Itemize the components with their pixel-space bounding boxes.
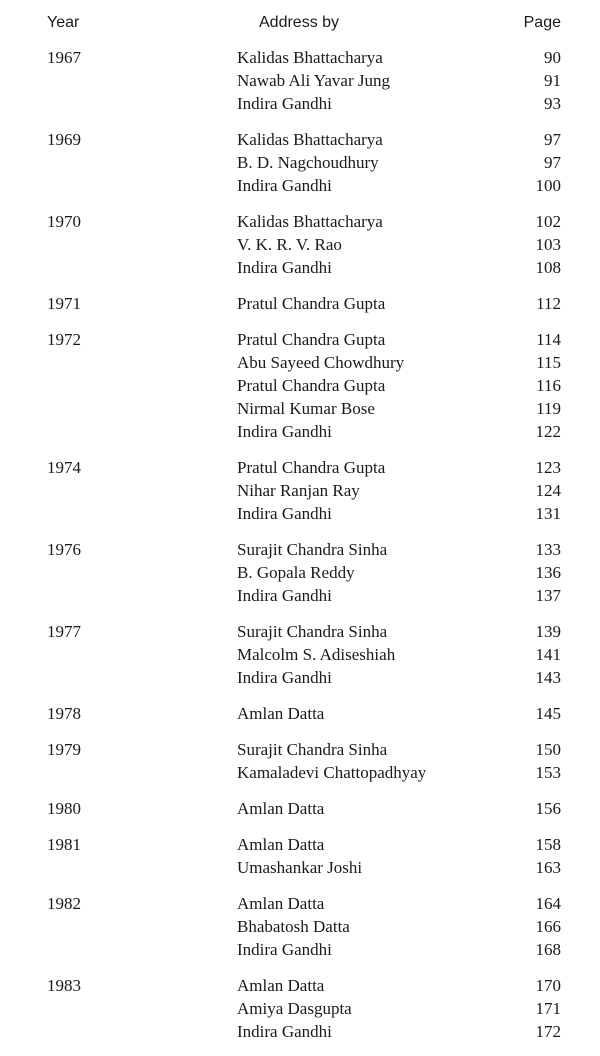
table-row: [0, 761, 600, 784]
table-row: [0, 479, 600, 502]
page-number: 103: [535, 235, 561, 254]
table-row: [0, 833, 600, 856]
page-number: 123: [535, 458, 561, 477]
speaker-name: Surajit Chandra Sinha: [237, 622, 388, 641]
table-row: [0, 974, 600, 997]
year-group: [0, 128, 600, 197]
table-row: [0, 233, 600, 256]
speaker-name: Umashankar Joshi: [237, 858, 363, 877]
year-group: [0, 797, 600, 820]
page-number: 102: [535, 212, 561, 231]
page-number: 93: [544, 94, 561, 113]
speaker-name: Kalidas Bhattacharya: [237, 130, 383, 149]
page-number: 172: [535, 1022, 561, 1041]
header-year: Year: [47, 14, 80, 31]
table-row: [0, 997, 600, 1020]
year-group: [0, 833, 600, 879]
year-group: [0, 292, 600, 315]
speaker-name: B. Gopala Reddy: [237, 563, 355, 582]
table-row: [0, 374, 600, 397]
page-number: 115: [536, 353, 561, 372]
table-row: [0, 702, 600, 725]
page-number: 166: [535, 917, 561, 936]
year-group: [0, 974, 600, 1043]
table-row: [0, 292, 600, 315]
speaker-name: Nirmal Kumar Bose: [237, 399, 375, 418]
table-row: [0, 456, 600, 479]
header-address: Address by: [259, 14, 340, 31]
table-row: [0, 561, 600, 584]
table-row: [0, 210, 600, 233]
page-number: 163: [535, 858, 561, 877]
speaker-name: Pratul Chandra Gupta: [237, 294, 386, 313]
speaker-name: Abu Sayeed Chowdhury: [237, 353, 405, 372]
year-group: [0, 210, 600, 279]
year-cell: 1972: [47, 330, 81, 349]
year-cell: 1967: [47, 48, 81, 67]
speaker-name: Indira Gandhi: [237, 94, 332, 113]
page-number: 141: [535, 645, 561, 664]
speaker-name: Indira Gandhi: [237, 586, 332, 605]
page-number: 164: [535, 894, 561, 913]
year-group: [0, 738, 600, 784]
page-number: 170: [535, 976, 561, 995]
year-group: [0, 538, 600, 607]
speaker-name: Amlan Datta: [237, 976, 325, 995]
speaker-name: B. D. Nagchoudhury: [237, 153, 379, 172]
page-number: 150: [535, 740, 561, 759]
table-header: [0, 11, 600, 34]
table-row: [0, 1020, 600, 1043]
year-cell: 1971: [47, 294, 81, 313]
speaker-name: Amlan Datta: [237, 704, 325, 723]
table-row: [0, 128, 600, 151]
table-row: [0, 69, 600, 92]
page-number: 171: [535, 999, 561, 1018]
speaker-name: Surajit Chandra Sinha: [237, 540, 388, 559]
speaker-name: Pratul Chandra Gupta: [237, 458, 386, 477]
table-row: [0, 892, 600, 915]
speaker-name: Pratul Chandra Gupta: [237, 330, 386, 349]
table-row: [0, 538, 600, 561]
table-row: [0, 328, 600, 351]
year-cell: 1974: [47, 458, 81, 477]
speaker-name: Amiya Dasgupta: [237, 999, 352, 1018]
page-number: 114: [536, 330, 561, 349]
page-number: 168: [535, 940, 561, 959]
page-number: 100: [535, 176, 561, 195]
speaker-name: Pratul Chandra Gupta: [237, 376, 386, 395]
speaker-name: V. K. R. V. Rao: [237, 235, 342, 254]
page-number: 136: [535, 563, 561, 582]
speaker-name: Indira Gandhi: [237, 258, 332, 277]
page-number: 91: [544, 71, 561, 90]
table-row: [0, 797, 600, 820]
page-number: 122: [535, 422, 561, 441]
speaker-name: Indira Gandhi: [237, 176, 332, 195]
table-row: [0, 584, 600, 607]
year-group: [0, 456, 600, 525]
page-number: 124: [535, 481, 561, 500]
table-row: [0, 174, 600, 197]
page-number: 97: [544, 130, 561, 149]
page-number: 143: [535, 668, 561, 687]
year-cell: 1982: [47, 894, 81, 913]
year-cell: 1979: [47, 740, 81, 759]
year-group: [0, 702, 600, 725]
year-group: [0, 620, 600, 689]
table-row: [0, 420, 600, 443]
table-row: [0, 397, 600, 420]
page-number: 145: [535, 704, 561, 723]
table-row: [0, 620, 600, 643]
speaker-name: Nawab Ali Yavar Jung: [237, 71, 390, 90]
speaker-name: Amlan Datta: [237, 835, 325, 854]
table-row: [0, 256, 600, 279]
table-row: [0, 938, 600, 961]
table-row: [0, 92, 600, 115]
page-number: 133: [535, 540, 561, 559]
year-cell: 1980: [47, 799, 81, 818]
speaker-name: Amlan Datta: [237, 799, 325, 818]
year-cell: 1978: [47, 704, 81, 723]
page-number: 90: [544, 48, 561, 67]
year-cell: 1970: [47, 212, 81, 231]
table-row: [0, 666, 600, 689]
speaker-name: Indira Gandhi: [237, 422, 332, 441]
year-group: [0, 892, 600, 961]
page-number: 158: [535, 835, 561, 854]
speaker-name: Kalidas Bhattacharya: [237, 48, 383, 67]
page-number: 119: [536, 399, 561, 418]
page-number: 97: [544, 153, 561, 172]
year-cell: 1969: [47, 130, 81, 149]
year-group: [0, 46, 600, 115]
table-row: [0, 502, 600, 525]
page-number: 112: [536, 294, 561, 313]
speaker-name: Amlan Datta: [237, 894, 325, 913]
year-cell: 1976: [47, 540, 81, 559]
speaker-name: Surajit Chandra Sinha: [237, 740, 388, 759]
table-row: [0, 643, 600, 666]
table-row: [0, 151, 600, 174]
page-number: 116: [536, 376, 561, 395]
table-row: [0, 738, 600, 761]
header-page: Page: [523, 14, 561, 31]
speaker-name: Indira Gandhi: [237, 504, 332, 523]
speaker-name: Nihar Ranjan Ray: [237, 481, 360, 500]
speaker-name: Kalidas Bhattacharya: [237, 212, 383, 231]
year-group: [0, 328, 600, 443]
speaker-name: Indira Gandhi: [237, 668, 332, 687]
speaker-name: Malcolm S. Adiseshiah: [237, 645, 396, 664]
year-cell: 1981: [47, 835, 81, 854]
year-cell: 1983: [47, 976, 81, 995]
page-number: 131: [535, 504, 561, 523]
page-number: 156: [535, 799, 561, 818]
table-row: [0, 351, 600, 374]
page-number: 153: [535, 763, 561, 782]
table-row: [0, 915, 600, 938]
page-number: 137: [535, 586, 561, 605]
page-number: 139: [535, 622, 561, 641]
table-row: [0, 856, 600, 879]
address-list: [0, 46, 600, 1056]
table-row: [0, 46, 600, 69]
speaker-name: Bhabatosh Datta: [237, 917, 350, 936]
page-number: 108: [535, 258, 561, 277]
speaker-name: Indira Gandhi: [237, 940, 332, 959]
year-cell: 1977: [47, 622, 81, 641]
speaker-name: Kamaladevi Chattopadhyay: [237, 763, 427, 782]
speaker-name: Indira Gandhi: [237, 1022, 332, 1041]
